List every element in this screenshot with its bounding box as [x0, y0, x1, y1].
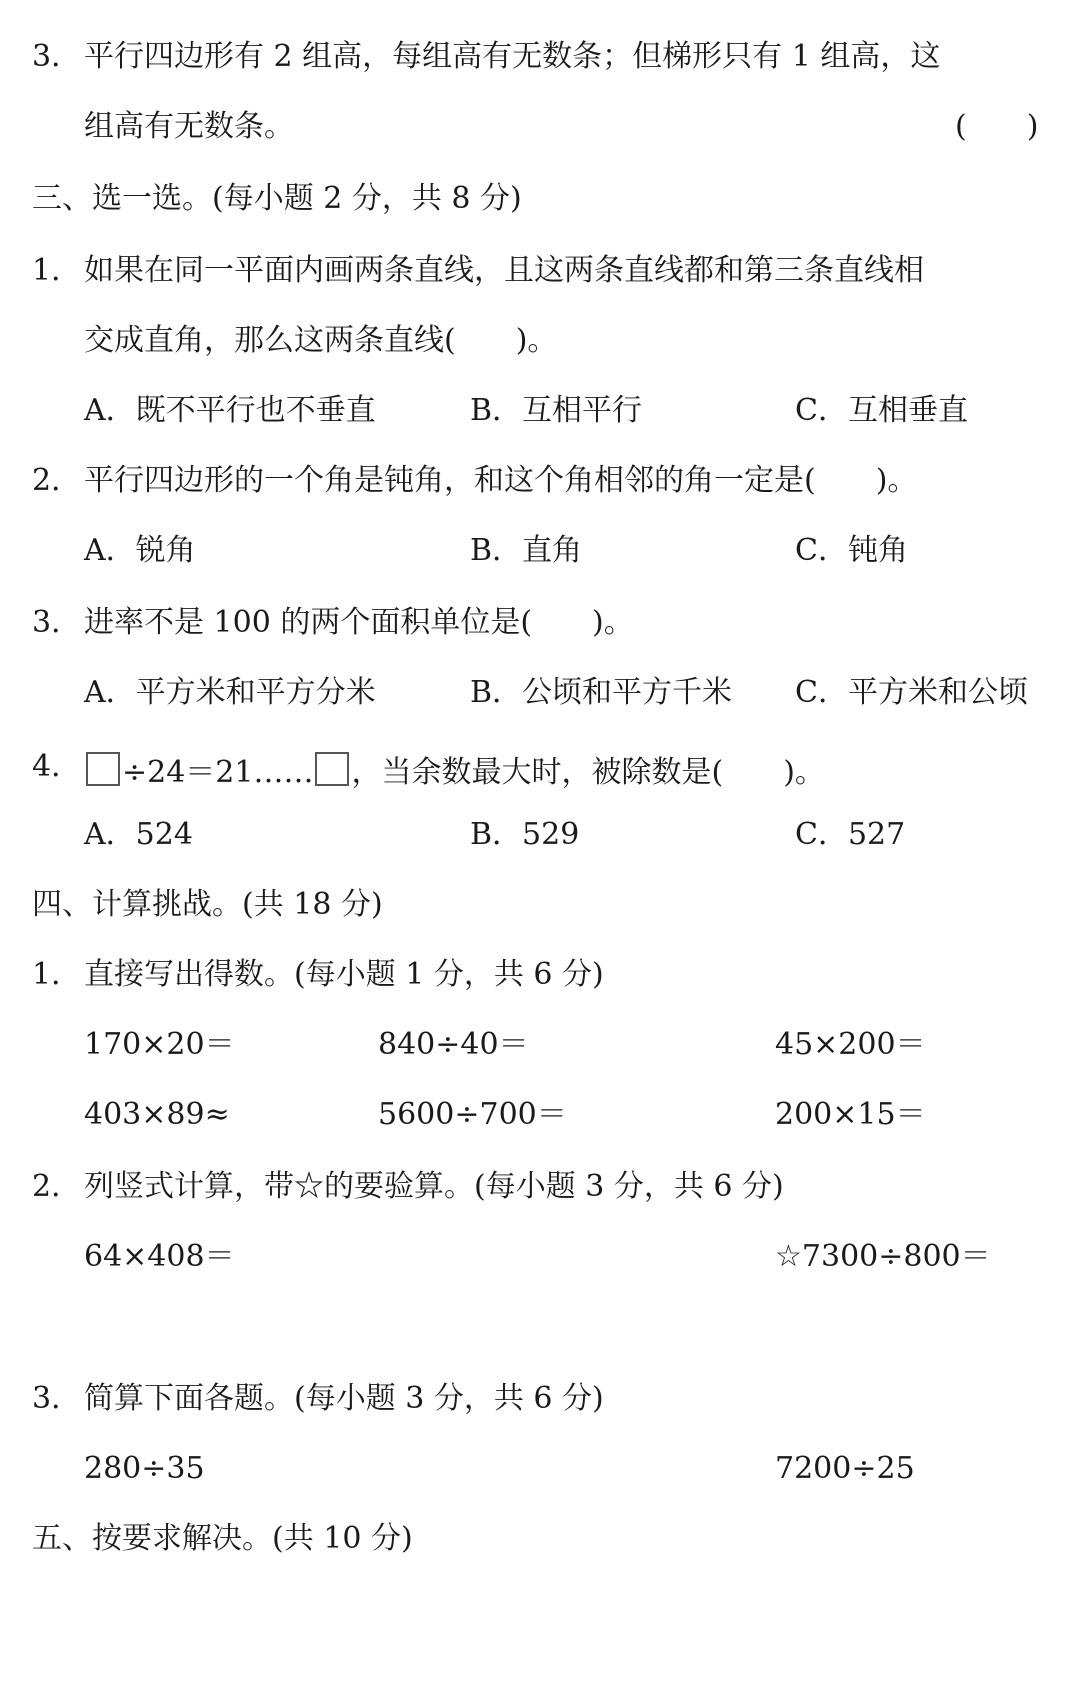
subsection-title: 列竖式计算，带☆的要验算。(每小题 3 分，共 6 分) — [84, 1169, 784, 1204]
oral-calc-item: 403×89≈ — [84, 1097, 230, 1132]
option-c: C．互相垂直 — [795, 393, 968, 428]
option-a: A．既不平行也不垂直 — [84, 393, 376, 428]
subsection-title: 简算下面各题。(每小题 3 分，共 6 分) — [84, 1381, 604, 1416]
simplify-calc-item: 7200÷25 — [775, 1451, 915, 1486]
question-number: 3． — [32, 1381, 82, 1416]
option-c: C．527 — [795, 817, 906, 852]
option-c: C．平方米和公顷 — [795, 675, 1028, 710]
question-number: 1． — [32, 957, 82, 992]
simplify-calc-item: 280÷35 — [84, 1451, 205, 1486]
blank-box — [86, 752, 120, 786]
section-heading: 五、按要求解决。(共 10 分) — [32, 1521, 413, 1556]
subsection-title: 直接写出得数。(每小题 1 分，共 6 分) — [84, 957, 604, 992]
oral-calc-item: 840÷40＝ — [378, 1027, 529, 1062]
blank-box — [315, 752, 349, 786]
section-heading: 四、计算挑战。(共 18 分) — [32, 887, 383, 922]
section-heading: 三、选一选。(每小题 2 分，共 8 分) — [32, 181, 522, 216]
question-number: 3． — [32, 39, 82, 74]
option-b: B．529 — [470, 817, 580, 852]
question-number: 4． — [32, 749, 82, 784]
oral-calc-item: 200×15＝ — [775, 1097, 926, 1132]
oral-calc-item: 170×20＝ — [84, 1027, 235, 1062]
question-text: 如果在同一平面内画两条直线，且这两条直线都和第三条直线相 — [84, 253, 924, 288]
question-number: 2． — [32, 463, 82, 498]
question-text: 平行四边形的一个角是钝角，和这个角相邻的角一定是( )。 — [84, 463, 918, 498]
question-number: 1． — [32, 253, 82, 288]
option-b: B．互相平行 — [470, 393, 643, 428]
question-number: 2． — [32, 1169, 82, 1204]
oral-calc-item: 5600÷700＝ — [378, 1097, 567, 1132]
oral-calc-item: 45×200＝ — [775, 1027, 926, 1062]
question-number: 3． — [32, 605, 82, 640]
option-b: B．公顷和平方千米 — [470, 675, 733, 710]
question-text: ，当余数最大时，被除数是( )。 — [351, 755, 825, 790]
answer-parenthesis: ( ) — [955, 109, 1039, 144]
option-b: B．直角 — [470, 533, 583, 568]
option-a: A．平方米和平方分米 — [84, 675, 376, 710]
question-text: 进率不是 100 的两个面积单位是( )。 — [84, 605, 634, 640]
question-text: 交成直角，那么这两条直线( )。 — [84, 323, 558, 358]
option-a: A．锐角 — [84, 533, 196, 568]
option-c: C．钝角 — [795, 533, 908, 568]
vertical-calc-item: ☆7300÷800＝ — [775, 1239, 991, 1274]
option-a: A．524 — [84, 817, 193, 852]
vertical-calc-item: 64×408＝ — [84, 1239, 235, 1274]
question-text-with-blanks — [84, 752, 825, 788]
question-text: 平行四边形有 2 组高，每组高有无数条；但梯形只有 1 组高，这 — [84, 39, 941, 74]
division-expression: ÷24＝21…… — [122, 755, 314, 790]
question-text: 组高有无数条。 — [84, 109, 294, 144]
